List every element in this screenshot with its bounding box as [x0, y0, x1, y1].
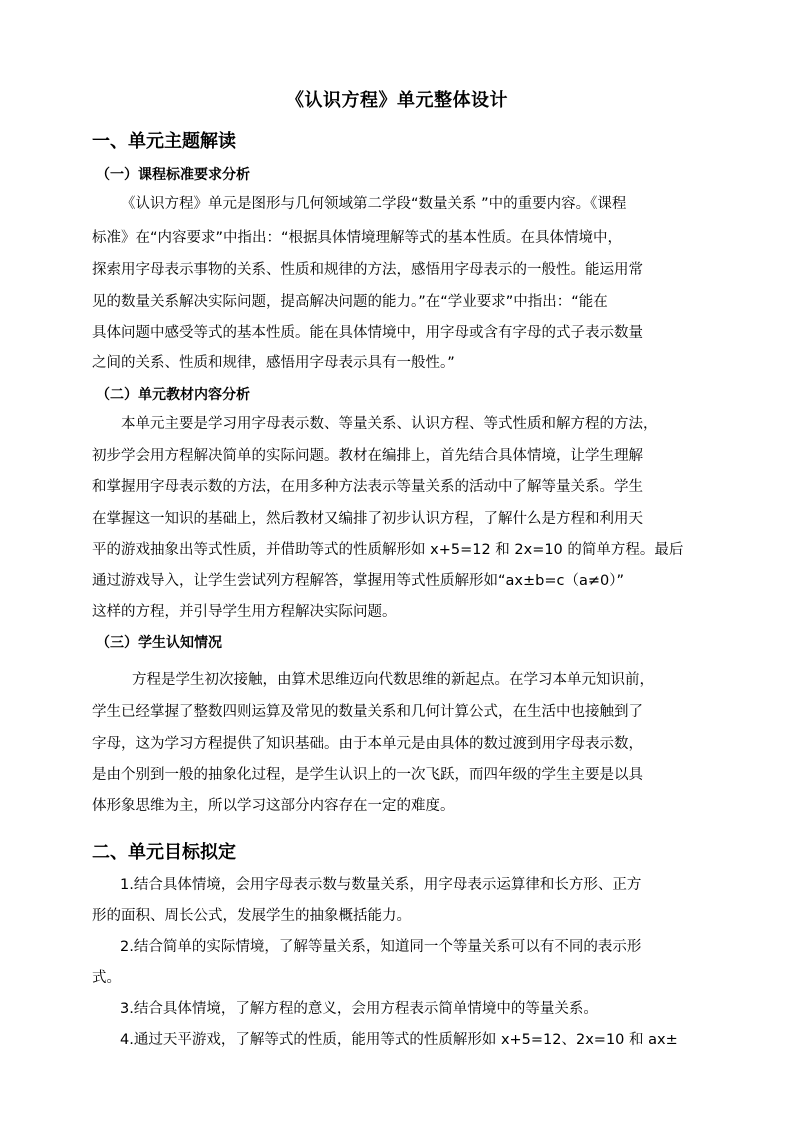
paragraph-line: 初步学会用方程解决简单的实际问题。教材在编排上，首先结合具体情境，让学生理解: [92, 448, 643, 464]
objective-line: 1.结合具体情境，会用字母表示数与数量关系，用字母表示运算律和长方形、正方: [120, 877, 642, 893]
objective-line: 2.结合简单的实际情境，了解等量关系，知道同一个等量关系可以有不同的表示形: [120, 939, 642, 955]
paragraph-line: 体形象思维为主，所以学习这部分内容存在一定的难度。: [92, 798, 455, 814]
sub2-heading: （二）单元教材内容分析: [96, 387, 250, 403]
paragraph-line: 在掌握这一知识的基础上，然后教材又编排了初步认识方程，了解什么是方程和利用天: [92, 511, 643, 527]
section1-heading: 一、单元主题解读: [92, 131, 236, 152]
paragraph-line: 之间的关系、性质和规律，感悟用字母表示具有一般性。”: [92, 355, 455, 371]
paragraph-line: 通过游戏导入，让学生尝试列方程解答，掌握用等式性质解形如“ax±b=c（a≠0）”: [92, 573, 624, 589]
paragraph-line: 《认识方程》单元是图形与几何领域第二学段“数量关系 ”中的重要内容。《课程: [121, 196, 627, 212]
paragraph-line: 这样的方程，并引导学生用方程解决实际问题。: [92, 604, 397, 620]
sub3-heading: （三）学生认知情况: [96, 635, 222, 651]
paragraph-line: 和掌握用字母表示数的方法，在用多种方法表示等量关系的活动中了解等量关系。学生: [92, 479, 643, 495]
paragraph-line: 探索用字母表示事物的关系、性质和规律的方法，感悟用字母表示的一般性。能运用常: [92, 262, 643, 278]
document-title: 《认识方程》单元整体设计: [286, 90, 508, 111]
section2-heading: 二、单元目标拟定: [92, 842, 236, 863]
paragraph-line: 是由个别到一般的抽象化过程，是学生认识上的一次飞跃，而四年级的学生主要是以具: [92, 767, 643, 783]
objective-line: 3.结合具体情境，了解方程的意义，会用方程表示简单情境中的等量关系。: [120, 1001, 598, 1017]
paragraph-line: 见的数量关系解决实际问题，提高解决问题的能力。”在“学业要求”中指出：“能在: [92, 294, 608, 310]
paragraph-line: 平的游戏抽象出等式性质，并借助等式的性质解形如 x+5=12 和 2x=10 的简单方程。最后: [92, 542, 684, 558]
paragraph-line: 方程是学生初次接触，由算术思维迈向代数思维的新起点。在学习本单元知识前，: [132, 672, 654, 688]
objective-line: 形的面积、周长公式，发展学生的抽象概括能力。: [92, 908, 411, 924]
objective-line: 式。: [92, 970, 121, 986]
objective-line: 4.通过天平游戏，了解等式的性质，能用等式的性质解形如 x+5=12、2x=10 和 ax±: [120, 1032, 678, 1048]
paragraph-line: 学生已经掌握了整数四则运算及常见的数量关系和几何计算公式，在生活中也接触到了: [92, 704, 643, 720]
paragraph-line: 字母，这为学习方程提供了知识基础。由于本单元是由具体的数过渡到用字母表示数，: [92, 736, 643, 752]
paragraph-line: 本单元主要是学习用字母表示数、等量关系、认识方程、等式性质和解方程的方法，: [121, 416, 658, 432]
paragraph-line: 标准》在“内容要求”中指出：“根据具体情境理解等式的基本性质。在具体情境中，: [92, 230, 623, 246]
sub1-heading: （一）课程标准要求分析: [96, 167, 250, 183]
paragraph-line: 具体问题中感受等式的基本性质。能在具体情境中，用字母或含有字母的式子表示数量: [92, 325, 643, 341]
